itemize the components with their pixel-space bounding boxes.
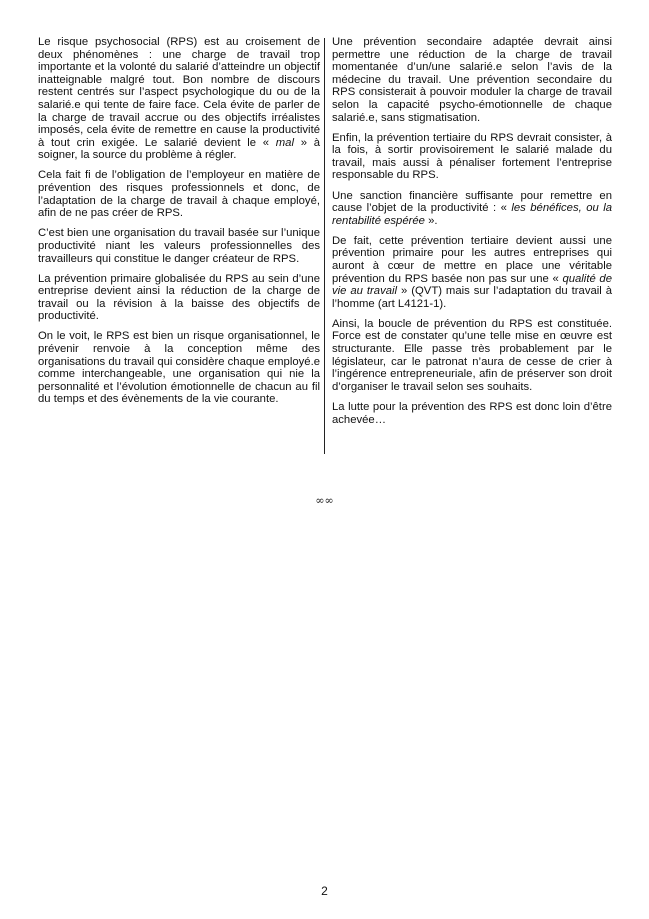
right-paragraph-2: Enfin, la prévention tertiaire du RPS devrait consister, à la fois, à sortir provisoirement le salarié malade du travail, mais aussi à pénaliser fortement l’entreprise responsable du RPS. — [332, 131, 612, 182]
right-paragraph-5: Ainsi, la boucle de prévention du RPS est constituée. Force est de constater qu’une telle mise en œuvre est structurante. Elle passe très probablement par le législateur, car le patronat n’aura de cesse de crier à l’ingérence entrepreneuriale, afin de préserver son droit d’organiser le travail selon ses souhaits. — [332, 317, 612, 393]
right-paragraph-1: Une prévention secondaire adaptée devrait ainsi permettre une réduction de la charge de travail momentanée d’un/une salarié.e selon l’avis de la médecine du travail. Une prévention secondaire du RPS consisterait à pouvoir moduler la charge de travail selon la capacité psycho-émotionnelle de chaque salarié.e, sans stigmatisation. — [332, 36, 612, 124]
page-number: 2 — [321, 884, 328, 898]
right-column — [332, 36, 612, 434]
section-ornament-icon: ∞∞ — [315, 494, 334, 507]
left-column — [38, 36, 320, 414]
left-paragraph-4: La prévention primaire globalisée du RPS au sein d’une entreprise devient ainsi la réduction de la charge de travail ou la révision à la baisse des objectifs de productivité. — [38, 272, 320, 323]
right-paragraph-4: De fait, cette prévention tertiaire devient aussi une prévention primaire pour les autres entreprises qui auront à cœur de mettre en place une véritable prévention du RPS basée non pas sur une « qualité de vie au travail » (QVT) mais sur l’adaptation du travail à l’homme (art L4121-1). — [332, 234, 612, 310]
right-paragraph-6: La lutte pour la prévention des RPS est donc loin d’être achevée… — [332, 400, 612, 426]
left-paragraph-1: Le risque psychosocial (RPS) est au croisement de deux phénomènes : une charge de travail trop importante et la volonté du salarié d’atteindre un objectif inatteignable malgré tout. Bon nombre de discours restent centrés sur l’aspect psychologique du ou de la salarié.e qui tente de faire face. Cela évite de parler de la charge de travail accrue ou des objectifs irréalistes imposés, cela évite de remettre en cause la productivité à tout crin exigée. Le salarié devient le « mal » à soigner, la source du problème à régler. — [38, 36, 320, 162]
column-divider — [324, 38, 325, 454]
left-paragraph-3: C’est bien une organisation du travail basée sur l’unique productivité niant les valeurs professionnelles des travailleurs qui constitue le danger créateur de RPS. — [38, 227, 320, 265]
left-paragraph-5: On le voit, le RPS est bien un risque organisationnel, le prévenir renvoie à la conception même des organisations du travail qui considère chaque employé.e comme interchangeable, une organisation qui nie la personnalité et l’évolution émotionnelle de chacun au fil du temps et des évènements de la vie courante. — [38, 330, 320, 406]
right-paragraph-3: Une sanction financière suffisante pour remettre en cause l’objet de la productivité : « les bénéfices, ou la rentabilité espérée ». — [332, 189, 613, 227]
left-paragraph-2: Cela fait fi de l’obligation de l’employeur en matière de prévention des risques professionnels et donc, de l’adaptation de la charge de travail à chaque employé, afin de ne pas créer de RPS. — [38, 169, 320, 220]
